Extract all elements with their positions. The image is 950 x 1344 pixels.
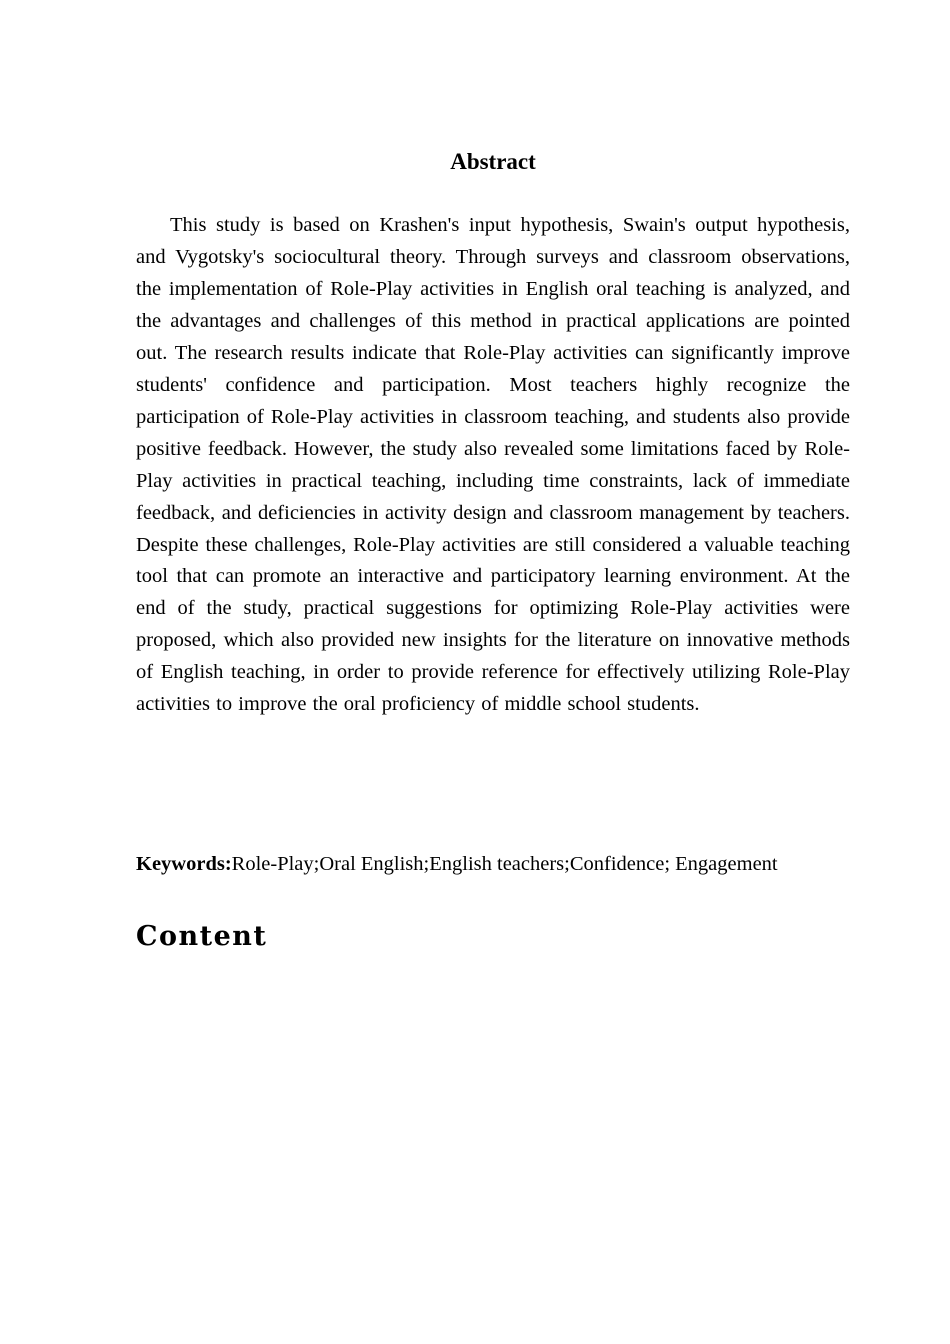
keywords-line [136,848,850,880]
content-heading: Content [136,921,268,952]
keywords-text: Role-Play;Oral English;English teachers;Confidence; Engagement [231,853,778,875]
keywords-label: Keywords: [136,853,232,875]
abstract-body: This study is based on Krashen's input hypothesis, Swain's output hypothesis, and Vygotsky's sociocultural theory. Through surveys and classroom observations, the implementation of Role-Play activities in English oral teaching is analyzed, and the advantages and challenges of this method in practical applications are pointed out. The research results indicate that Role-Play activities can significantly improve students' confidence and participation. Most teachers highly recognize the participation of Role-Play activities in classroom teaching, and students also provide positive feedback. However, the study also revealed some limitations faced by Role-Play activities in practical teaching, including time constraints, lack of immediate feedback, and deficiencies in activity design and classroom management by teachers. Despite these challenges, Role-Play activities are still considered a valuable teaching tool that can promote an interactive and participatory learning environment. At the end of the study, practical suggestions for optimizing Role-Play activities were proposed, which also provided new insights for the literature on innovative methods of English teaching, in order to provide reference for effectively utilizing Role-Play activities to improve the oral proficiency of middle school students. [136,214,850,716]
abstract-title: Abstract [450,149,536,174]
